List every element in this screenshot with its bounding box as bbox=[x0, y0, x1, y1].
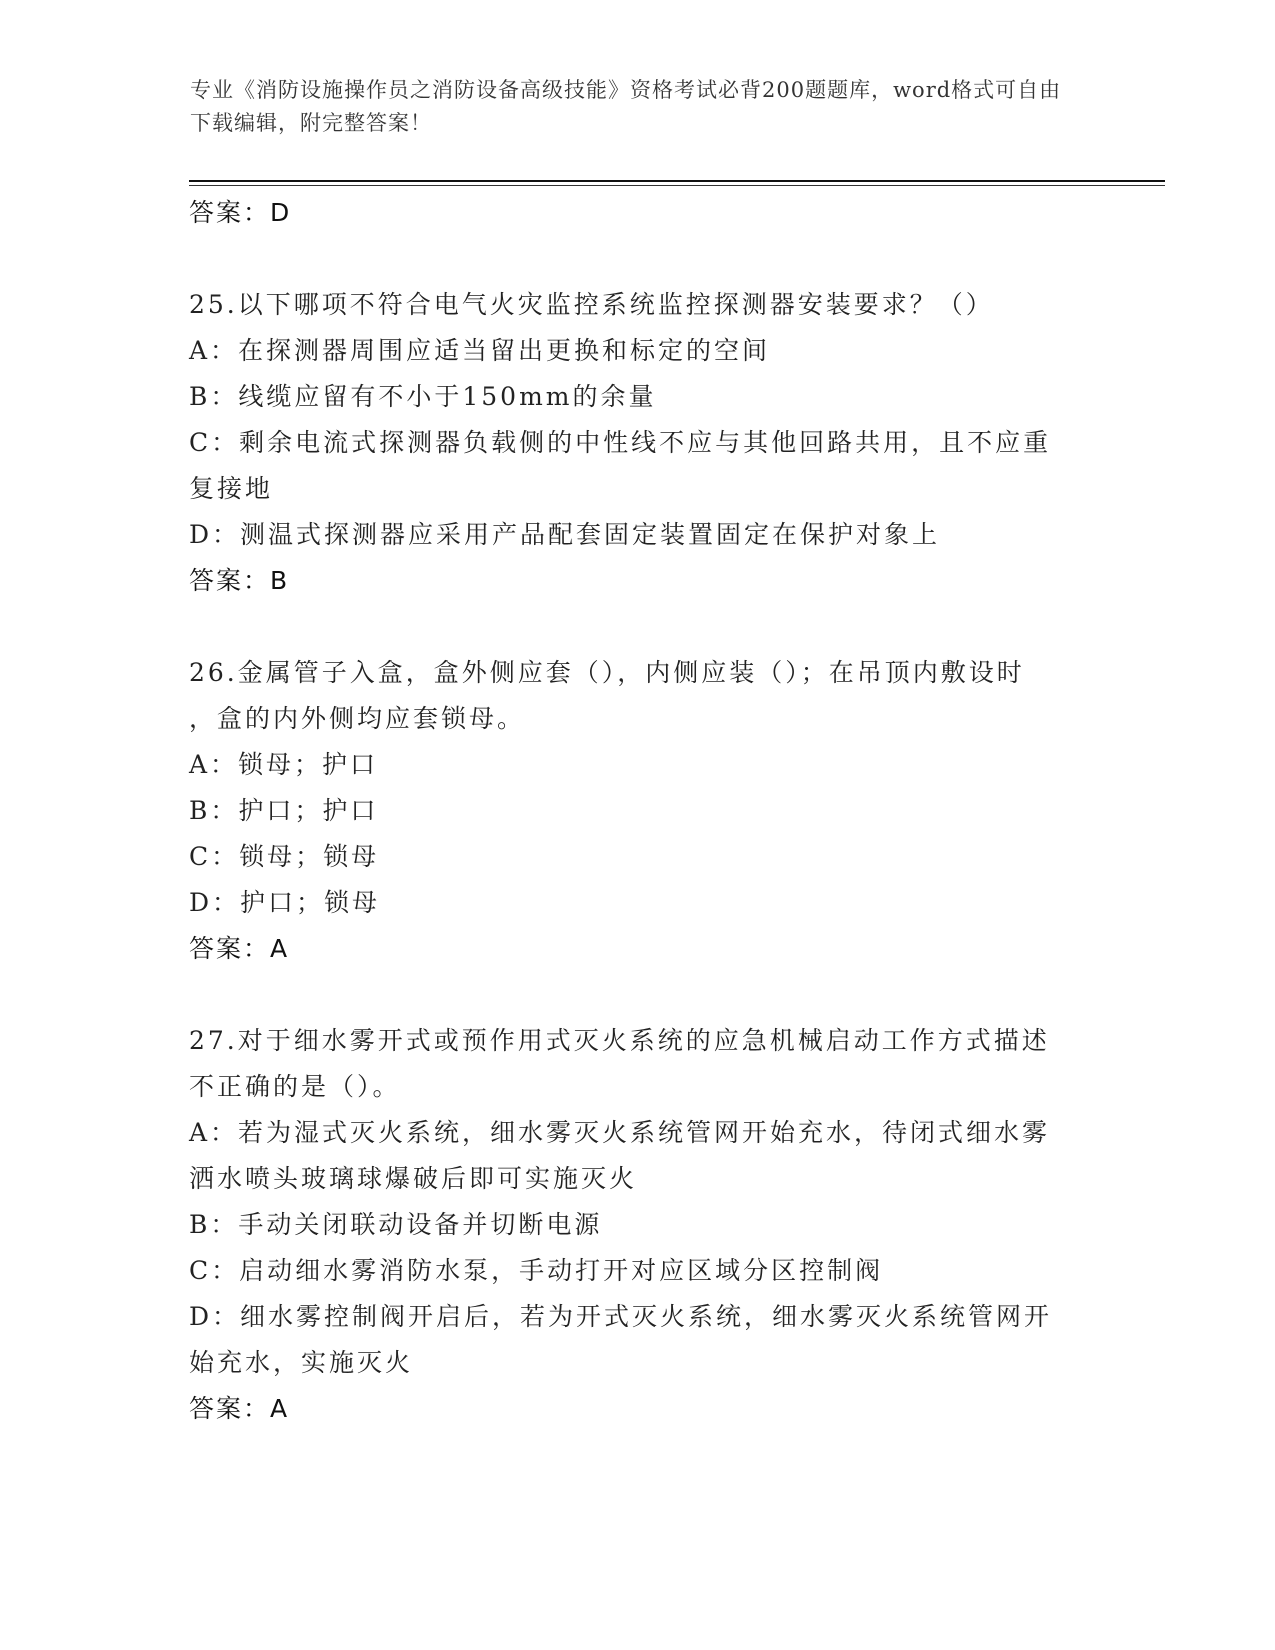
option-d: D：护口；锁母 bbox=[189, 888, 381, 917]
question-stem-continued: ，盒的内外侧均应套锁母。 bbox=[189, 704, 526, 733]
question-list bbox=[189, 190, 1089, 1432]
option-c: C：锁母；锁母 bbox=[189, 842, 380, 871]
question-block bbox=[189, 282, 1089, 604]
answer-line: 答案：A bbox=[189, 934, 290, 963]
option-d: D：测温式探测器应采用产品配套固定装置固定在保护对象上 bbox=[189, 520, 941, 549]
spacer bbox=[189, 604, 1089, 650]
question-block bbox=[189, 1018, 1089, 1432]
spacer bbox=[189, 236, 1089, 282]
question-stem: 26.金属管子入盒，盒外侧应套（），内侧应装（）；在吊顶内敷设时 bbox=[189, 658, 1025, 687]
option-a: A：若为湿式灭火系统，细水雾灭火系统管网开始充水，待闭式细水雾 bbox=[189, 1118, 1051, 1147]
header-divider-thick bbox=[189, 180, 1165, 182]
header-divider-thin bbox=[189, 185, 1165, 186]
option-b: B：线缆应留有不小于150mm的余量 bbox=[189, 382, 657, 411]
option-d-continued: 始充水，实施灭火 bbox=[189, 1348, 414, 1377]
question-stem: 25.以下哪项不符合电气火灾监控系统监控探测器安装要求？（） bbox=[189, 290, 994, 319]
spacer bbox=[189, 972, 1089, 1018]
option-d: D：细水雾控制阀开启后，若为开式灭火系统，细水雾灭火系统管网开 bbox=[189, 1302, 1053, 1331]
option-c-continued: 复接地 bbox=[189, 474, 274, 503]
option-b: B：手动关闭联动设备并切断电源 bbox=[189, 1210, 603, 1239]
question-stem-continued: 不正确的是（）。 bbox=[189, 1072, 401, 1101]
answer-line: 答案：B bbox=[189, 566, 290, 595]
question-stem: 27.对于细水雾开式或预作用式灭火系统的应急机械启动工作方式描述 bbox=[189, 1026, 1050, 1055]
document-header: 专业《消防设施操作员之消防设备高级技能》资格考试必背200题题库，word格式可自由下载编辑，附完整答案！ bbox=[190, 78, 1062, 135]
answer-line: 答案：A bbox=[189, 1394, 290, 1423]
option-a: A：在探测器周围应适当留出更换和标定的空间 bbox=[189, 336, 771, 365]
option-c: C：启动细水雾消防水泵，手动打开对应区域分区控制阀 bbox=[189, 1256, 884, 1285]
option-b: B：护口；护口 bbox=[189, 796, 379, 825]
option-a-continued: 洒水喷头玻璃球爆破后即可实施灭火 bbox=[189, 1164, 638, 1193]
question-block bbox=[189, 650, 1089, 972]
option-c: C：剩余电流式探测器负载侧的中性线不应与其他回路共用，且不应重 bbox=[189, 428, 1052, 457]
answer-line: 答案：D bbox=[189, 198, 292, 227]
option-a: A：锁母；护口 bbox=[189, 750, 379, 779]
